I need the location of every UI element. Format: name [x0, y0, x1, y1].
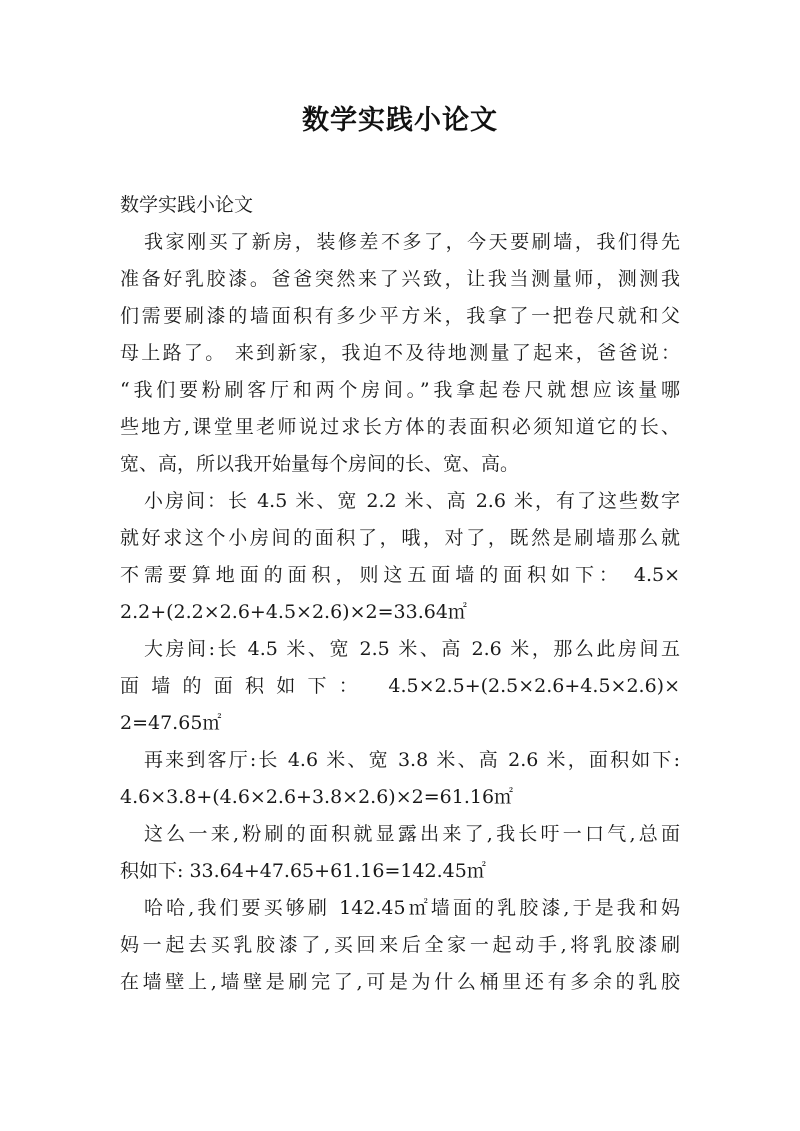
- paragraph-line: 4.6×3.8+(4.6×2.6+3.8×2.6)×2=61.16㎡: [120, 786, 514, 808]
- paragraph-line: 准备好乳胶漆。爸爸突然来了兴致，让我当测量师，测测我: [120, 268, 680, 290]
- paragraph-line: 积如下: 33.64+47.65+61.16=142.45㎡: [120, 860, 486, 882]
- paragraph-line: 些地方,课堂里老师说过求长方体的表面积必须知道它的长、: [120, 416, 680, 438]
- paragraph-line: 我家刚买了新房，装修差不多了，今天要刷墙，我们得先: [144, 231, 680, 253]
- paragraph-line: “我们要粉刷客厅和两个房间。”我拿起卷尺就想应该量哪: [120, 379, 680, 401]
- paragraph-line: 就好求这个小房间的面积了，哦，对了，既然是刷墙那么就: [120, 527, 680, 549]
- paragraph-line: 哈哈,我们要买够刷 142.45㎡墙面的乳胶漆,于是我和妈: [144, 897, 680, 919]
- paragraph-line: 小房间：长 4.5 米、宽 2.2 米、高 2.6 米，有了这些数字: [144, 490, 680, 512]
- paragraph-line: 2=47.65㎡: [120, 712, 222, 734]
- paragraph-line: 再来到客厅:长 4.6 米、宽 3.8 米、高 2.6 米，面积如下:: [144, 749, 680, 771]
- paragraph-line: 妈一起去买乳胶漆了,买回来后全家一起动手,将乳胶漆刷: [120, 934, 680, 956]
- paragraph-line: 这么一来,粉刷的面积就显露出来了,我长吁一口气,总面: [144, 823, 680, 845]
- paragraph-line: 在墙壁上,墙壁是刷完了,可是为什么桶里还有多余的乳胶: [120, 971, 680, 993]
- subtitle-line: 数学实践小论文: [120, 194, 254, 216]
- document-title: 数学实践小论文: [302, 105, 498, 136]
- document-body: [120, 187, 680, 1001]
- paragraph-line: 2.2+(2.2×2.6+4.5×2.6)×2=33.64㎡: [120, 601, 467, 623]
- paragraph-line: 宽、高，所以我开始量每个房间的长、宽、高。: [120, 453, 520, 475]
- paragraph-line: 面墙的面积如下： 4.5×2.5+(2.5×2.6+4.5×2.6)×: [120, 675, 680, 697]
- paragraph-line: 不需要算地面的面积，则这五面墙的面积如下： 4.5×: [120, 564, 680, 586]
- paragraph-line: 母上路了。 来到新家，我迫不及待地测量了起来，爸爸说：: [120, 342, 680, 364]
- paragraph-line: 们需要刷漆的墙面积有多少平方米，我拿了一把卷尺就和父: [120, 305, 680, 327]
- paragraph-line: 大房间:长 4.5 米、宽 2.5 米、高 2.6 米，那么此房间五: [144, 638, 680, 660]
